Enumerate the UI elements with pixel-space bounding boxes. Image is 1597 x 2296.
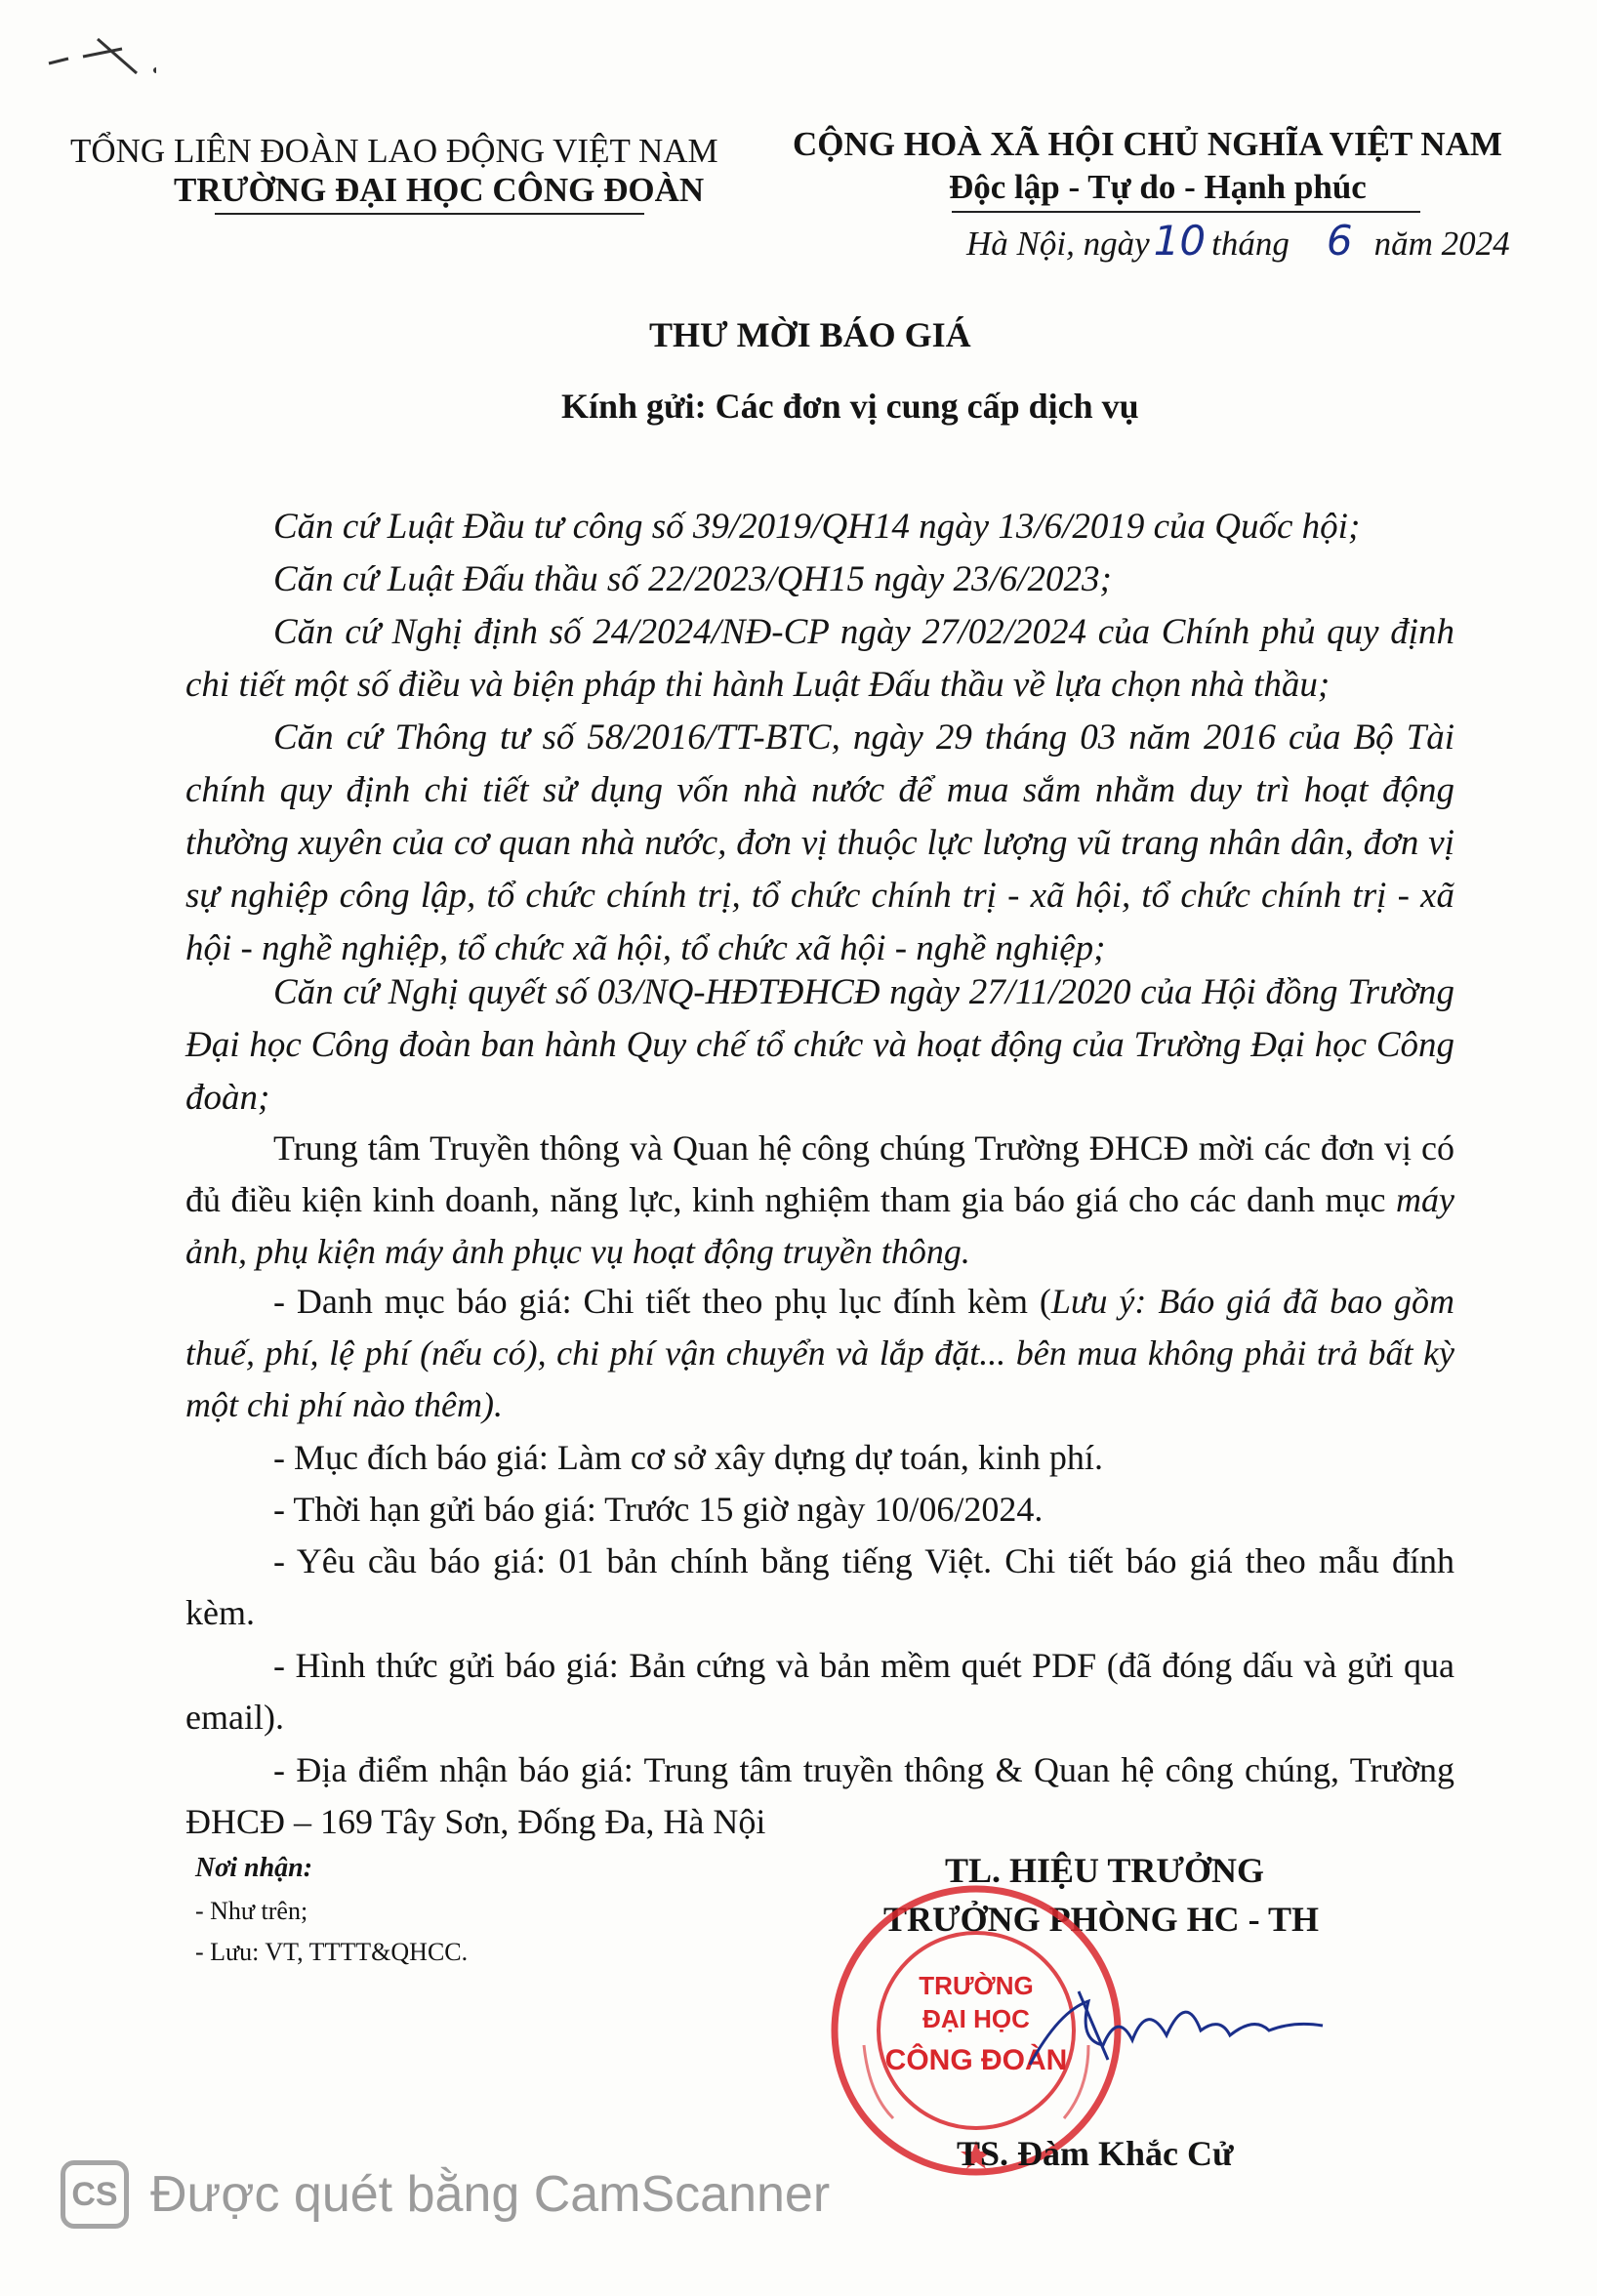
item-requirement: - Yêu cầu báo giá: 01 bản chính bằng tiếng Việt. Chi tiết báo giá theo mẫu đính kèm. — [185, 1541, 1454, 1632]
item-location: - Địa điểm nhận báo giá: Trung tâm truyền thông & Quan hệ công chúng, Trường ĐHCĐ – 169 Tây Sơn, Đống Đa, Hà Nội — [185, 1750, 1454, 1841]
scan-mark — [29, 20, 156, 88]
watermark-text: Được quét bằng CamScanner — [150, 2166, 831, 2223]
stamp-line-2: ĐẠI HỌC — [922, 2004, 1030, 2033]
date-prefix: Hà Nội, ngày — [966, 225, 1150, 263]
signer-name: TS. Đàm Khắc Cử — [957, 2134, 1234, 2173]
catalog-label: - Danh mục báo giá: Chi tiết theo phụ lục đính kèm ( — [273, 1282, 1051, 1321]
signature-line-1: TL. HIỆU TRƯỞNG — [945, 1851, 1265, 1890]
item-purpose: - Mục đích báo giá: Làm cơ sở xây dựng dự toán, kinh phí. — [273, 1438, 1103, 1477]
stamp-line-1: TRƯỜNG — [919, 1971, 1034, 2000]
stamp-line-3: CÔNG ĐOÀN — [884, 2044, 1068, 2076]
legal-basis-3: Căn cứ Nghị định số 24/2024/NĐ-CP ngày 27/02/2024 của Chính phủ quy định chi tiết một số điều và biện pháp thi hành Luật Đấu thầu về lựa chọn nhà thầu; — [185, 612, 1454, 705]
date-month-label: tháng — [1211, 225, 1290, 263]
recipients-title: Nơi nhận: — [195, 1853, 313, 1883]
intro-plain: Trung tâm Truyền thông và Quan hệ công chúng Trường ĐHCĐ mời các đơn vị có đủ điều kiện kinh doanh, năng lực, kinh nghiệm tham gia báo giá cho các danh mục — [185, 1128, 1454, 1219]
camscanner-logo-icon: CS — [61, 2160, 129, 2229]
legal-basis-2: Căn cứ Luật Đấu thầu số 22/2023/QH15 ngày 23/6/2023; — [273, 559, 1112, 599]
recipient-line: Kính gửi: Các đơn vị cung cấp dịch vụ — [561, 387, 1139, 426]
legal-basis-5: Căn cứ Nghị quyết số 03/NQ-HĐTĐHCĐ ngày 27/11/2020 của Hội đồng Trường Đại học Công đoàn ban hành Quy chế tổ chức và hoạt động của Trường Đại học Công đoàn; — [185, 972, 1454, 1118]
catalog-note: Lưu ý: Báo giá đã bao gồm thuế, phí, lệ phí (nếu có), chi phí vận chuyển và lắp đặt... bên mua không phải trả bất kỳ một chi phí nào thêm). — [185, 1282, 1454, 1424]
org-name: TRƯỜNG ĐẠI HỌC CÔNG ĐOÀN — [174, 171, 705, 209]
item-method: - Hình thức gửi báo giá: Bản cứng và bản mềm quét PDF (đã đóng dấu và gửi qua email). — [185, 1646, 1454, 1737]
date-line — [966, 217, 1510, 265]
document-title: THƯ MỜI BÁO GIÁ — [649, 315, 971, 354]
recipient-item-1: - Như trên; — [195, 1897, 308, 1925]
motto: Độc lập - Tự do - Hạnh phúc — [949, 168, 1367, 206]
date-year: năm 2024 — [1373, 225, 1510, 263]
intro-italic: máy ảnh, phụ kiện máy ảnh phục vụ hoạt động truyền thông. — [185, 1180, 1454, 1271]
item-catalog — [185, 1276, 1454, 1431]
country-name: CỘNG HOÀ XÃ HỘI CHỦ NGHĨA VIỆT NAM — [793, 125, 1502, 163]
item-deadline: - Thời hạn gửi báo giá: Trước 15 giờ ngày 10/06/2024. — [273, 1490, 1044, 1529]
date-month: 6 — [1326, 217, 1353, 265]
camscanner-watermark — [61, 2155, 830, 2234]
motto-underline — [952, 211, 1420, 213]
recipient-item-2: - Lưu: VT, TTTT&QHCC. — [195, 1938, 469, 1966]
legal-basis-1: Căn cứ Luật Đầu tư công số 39/2019/QH14 ngày 13/6/2019 của Quốc hội; — [273, 507, 1361, 547]
legal-basis-4: Căn cứ Thông tư số 58/2016/TT-BTC, ngày 29 tháng 03 năm 2016 của Bộ Tài chính quy định chi tiết sử dụng vốn nhà nước để mua sắm nhằm duy trì hoạt động thường xuyên của cơ quan nhà nước, đơn vị thuộc lực lượng vũ trang nhân dân, đơn vị sự nghiệp công lập, tổ chức chính trị, tổ chức chính trị - xã hội, tổ chức chính trị - xã hội - nghề nghiệp, tổ chức xã hội, tổ chức xã hội - nghề nghiệp; — [185, 718, 1454, 968]
intro-paragraph — [185, 1123, 1454, 1278]
handwritten-signature — [1020, 1972, 1332, 2079]
signature-line-2: TRƯỞNG PHÒNG HC - TH — [883, 1900, 1320, 1939]
org-underline — [215, 213, 644, 215]
org-parent: TỔNG LIÊN ĐOÀN LAO ĐỘNG VIỆT NAM — [70, 132, 718, 170]
date-day: 10 — [1153, 217, 1207, 265]
